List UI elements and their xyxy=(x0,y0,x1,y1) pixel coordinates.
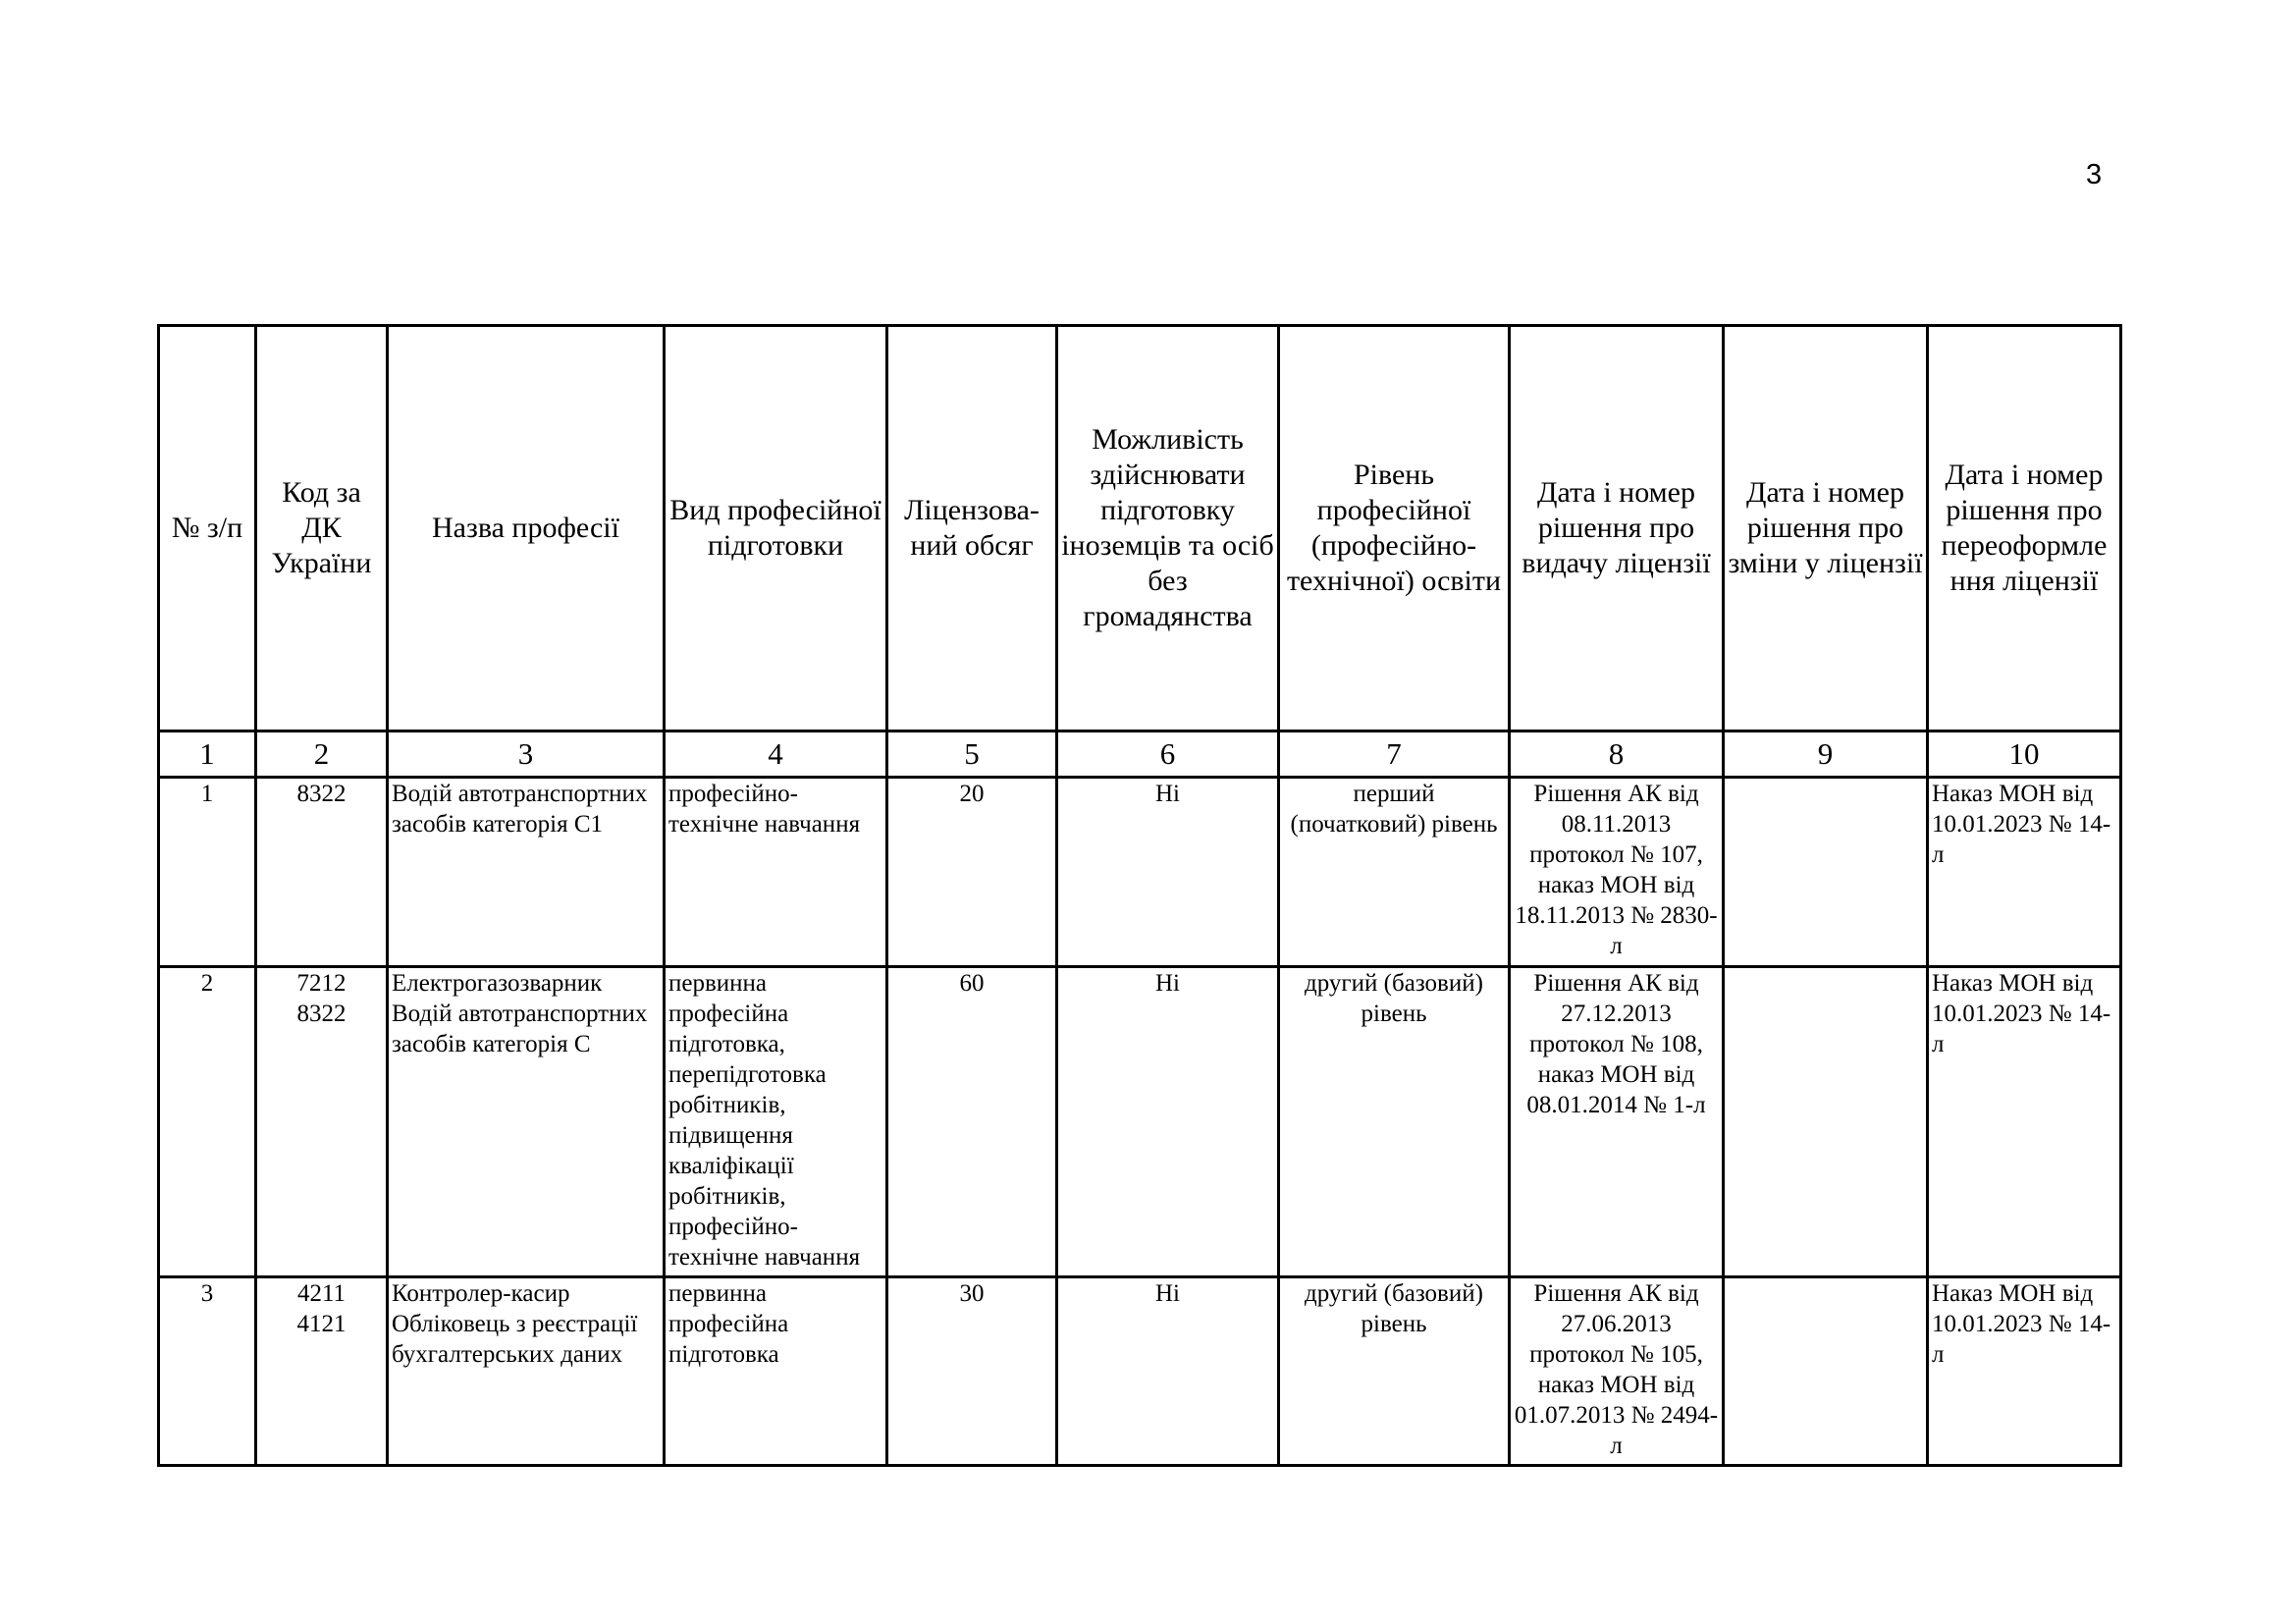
issue-decision: Рішення АК від 27.12.2013 протокол № 108, наказ МОН від 08.01.2014 № 1-л xyxy=(1510,967,1724,1277)
profession-name: Електрогазозварник Водій автотранспортних засобів категорія С xyxy=(388,967,665,1277)
column-number: 5 xyxy=(887,731,1057,778)
column-number: 9 xyxy=(1724,731,1928,778)
column-number: 10 xyxy=(1928,731,2121,778)
profession-name: Контролер-касир Обліковець з реєстрації бухгалтерських даних xyxy=(388,1277,665,1466)
row-number: 3 xyxy=(159,1277,256,1466)
page-number: 3 xyxy=(2086,159,2103,190)
row-number: 2 xyxy=(159,967,256,1277)
reissue-decision: Наказ МОН від 10.01.2023 № 14-л xyxy=(1928,1277,2121,1466)
header-cell: Ліцензова-ний обсяг xyxy=(887,326,1057,731)
header-cell: Вид професійної підготовки xyxy=(665,326,887,731)
licensed-volume: 30 xyxy=(887,1277,1057,1466)
header-cell: Дата і номер рішення про зміни у ліцензії xyxy=(1724,326,1928,731)
header-cell: Дата і номер рішення про переоформле ння ліцензії xyxy=(1928,326,2121,731)
issue-decision: Рішення АК від 27.06.2013 протокол № 105, наказ МОН від 01.07.2013 № 2494-л xyxy=(1510,1277,1724,1466)
header-cell: Дата і номер рішення про видачу ліцензії xyxy=(1510,326,1724,731)
change-decision xyxy=(1724,967,1928,1277)
education-level: другий (базовий) рівень xyxy=(1279,1277,1510,1466)
header-cell: Рівень професійної (професійно-технічної) освіти xyxy=(1279,326,1510,731)
reissue-decision: Наказ МОН від 10.01.2023 № 14-л xyxy=(1928,967,2121,1277)
column-number: 7 xyxy=(1279,731,1510,778)
classifier-code: 4211 4121 xyxy=(256,1277,388,1466)
change-decision xyxy=(1724,778,1928,967)
column-number: 2 xyxy=(256,731,388,778)
classifier-code: 7212 8322 xyxy=(256,967,388,1277)
table-row xyxy=(159,1277,2121,1466)
foreigners-training: Ні xyxy=(1057,778,1279,967)
column-number: 1 xyxy=(159,731,256,778)
classifier-code: 8322 xyxy=(256,778,388,967)
reissue-decision: Наказ МОН від 10.01.2023 № 14-л xyxy=(1928,778,2121,967)
column-number: 6 xyxy=(1057,731,1279,778)
change-decision xyxy=(1724,1277,1928,1466)
header-cell: Код за ДК України xyxy=(256,326,388,731)
issue-decision: Рішення АК від 08.11.2013 протокол № 107, наказ МОН від 18.11.2013 № 2830-л xyxy=(1510,778,1724,967)
education-level: перший (початковий) рівень xyxy=(1279,778,1510,967)
column-number-row xyxy=(159,731,2121,778)
column-number: 8 xyxy=(1510,731,1724,778)
header-cell: Назва професії xyxy=(388,326,665,731)
column-number: 4 xyxy=(665,731,887,778)
licensed-volume: 20 xyxy=(887,778,1057,967)
license-table xyxy=(157,324,2122,1467)
header-cell: № з/п xyxy=(159,326,256,731)
training-type: первинна професійна підготовка, перепідготовка робітників, підвищення кваліфікації робітників, професійно-технічне навчання xyxy=(665,967,887,1277)
table-row xyxy=(159,778,2121,967)
foreigners-training: Ні xyxy=(1057,1277,1279,1466)
licensed-volume: 60 xyxy=(887,967,1057,1277)
row-number: 1 xyxy=(159,778,256,967)
profession-name: Водій автотранспортних засобів категорія С1 xyxy=(388,778,665,967)
header-row xyxy=(159,326,2121,731)
training-type: професійно-технічне навчання xyxy=(665,778,887,967)
column-number: 3 xyxy=(388,731,665,778)
education-level: другий (базовий) рівень xyxy=(1279,967,1510,1277)
foreigners-training: Ні xyxy=(1057,967,1279,1277)
training-type: первинна професійна підготовка xyxy=(665,1277,887,1466)
table-row xyxy=(159,967,2121,1277)
header-cell: Можливість здійснювати підготовку іноземців та осіб без громадянства xyxy=(1057,326,1279,731)
